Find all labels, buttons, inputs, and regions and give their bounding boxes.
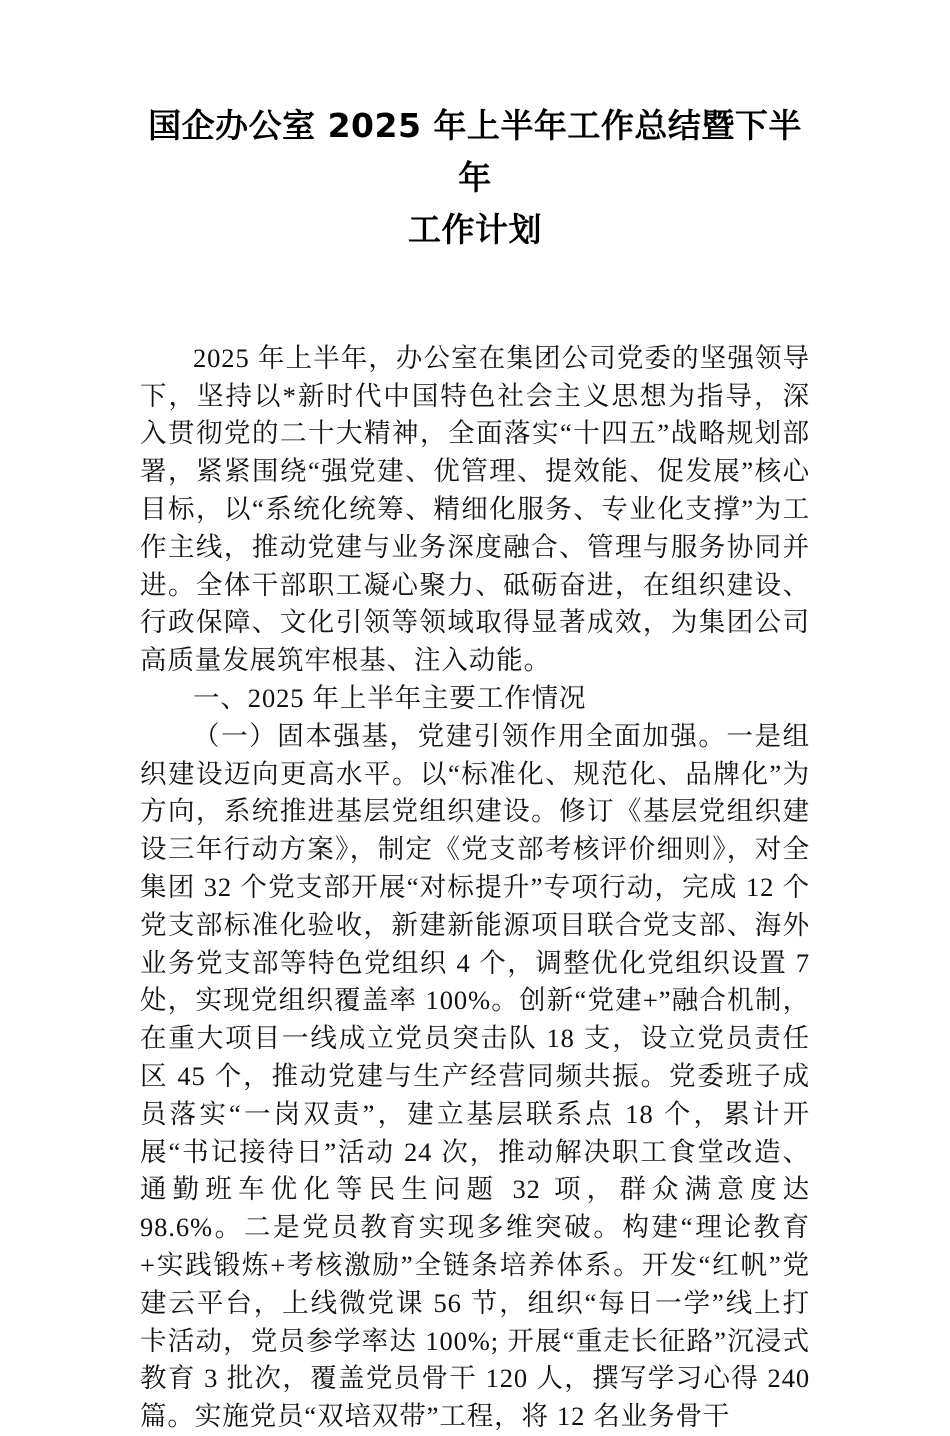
page-title-line-2: 工作计划	[408, 210, 542, 249]
paragraph-opening-summary: 2025 年上半年，办公室在集团公司党委的坚强领导下，坚持以*新时代中国特色社会主义思想为指导，深入贯彻党的二十大精神，全面落实“十四五”战略规划部署，紧紧围绕“强党建、优管理、提效能、促发展”核心目标，以“系统化统筹、精细化服务、专业化支撑”为工作主线，推动党建与业务深度融合、管理与服务协同并进。全体干部职工凝心聚力、砥砺奋进，在组织建设、行政保障、文化引领等领域取得显著成效，为集团公司高质量发展筑牢根基、注入动能。	[140, 342, 810, 676]
page-title-line-1: 国企办公室 2025 年上半年工作总结暨下半年	[148, 106, 802, 197]
page-title	[140, 0, 810, 256]
title-body-spacer	[140, 256, 810, 294]
paragraph-subsection-one-party-building: （一）固本强基，党建引领作用全面加强。一是组织建设迈向更高水平。以“标准化、规范化、品牌化”为方向，系统推进基层党组织建设。修订《基层党组织建设三年行动方案》，制定《党支部考核评价细则》，对全集团 32 个党支部开展“对标提升”专项行动，完成 12 个党支部标准化验收，新建新能源项目联合党支部、海外业务党支部等特色党组织 4 个，调整优化党组织设置 7 处，实现党组织覆盖率 100%。创新“党建+”融合机制，在重大项目一线成立党员突击队 18 支，设立党员责任区 45 个，推动党建与生产经营同频共振。党委班子成员落实“一岗双责”，建立基层联系点 18 个，累计开展“书记接待日”活动 24 次，推动解决职工食堂改造、通勤班车优化等民生问题 32 项，群众满意度达 98.6%。二是党员教育实现多维突破。构建“理论教育+实践锻炼+考核激励”全链条培养体系。开发“红帆”党建云平台，上线微党课 56 节，组织“每日一学”线上打卡活动，党员参学率达 100%; 开展“重走长征路”沉浸式教育 3 批次，覆盖党员骨干 120 人，撰写学习心得 240 篇。实施党员“双培双带”工程，将 12 名业务骨干	[140, 720, 810, 1432]
section-heading-one: 一、2025 年上半年主要工作情况	[193, 682, 587, 713]
document-body	[140, 0, 810, 1436]
